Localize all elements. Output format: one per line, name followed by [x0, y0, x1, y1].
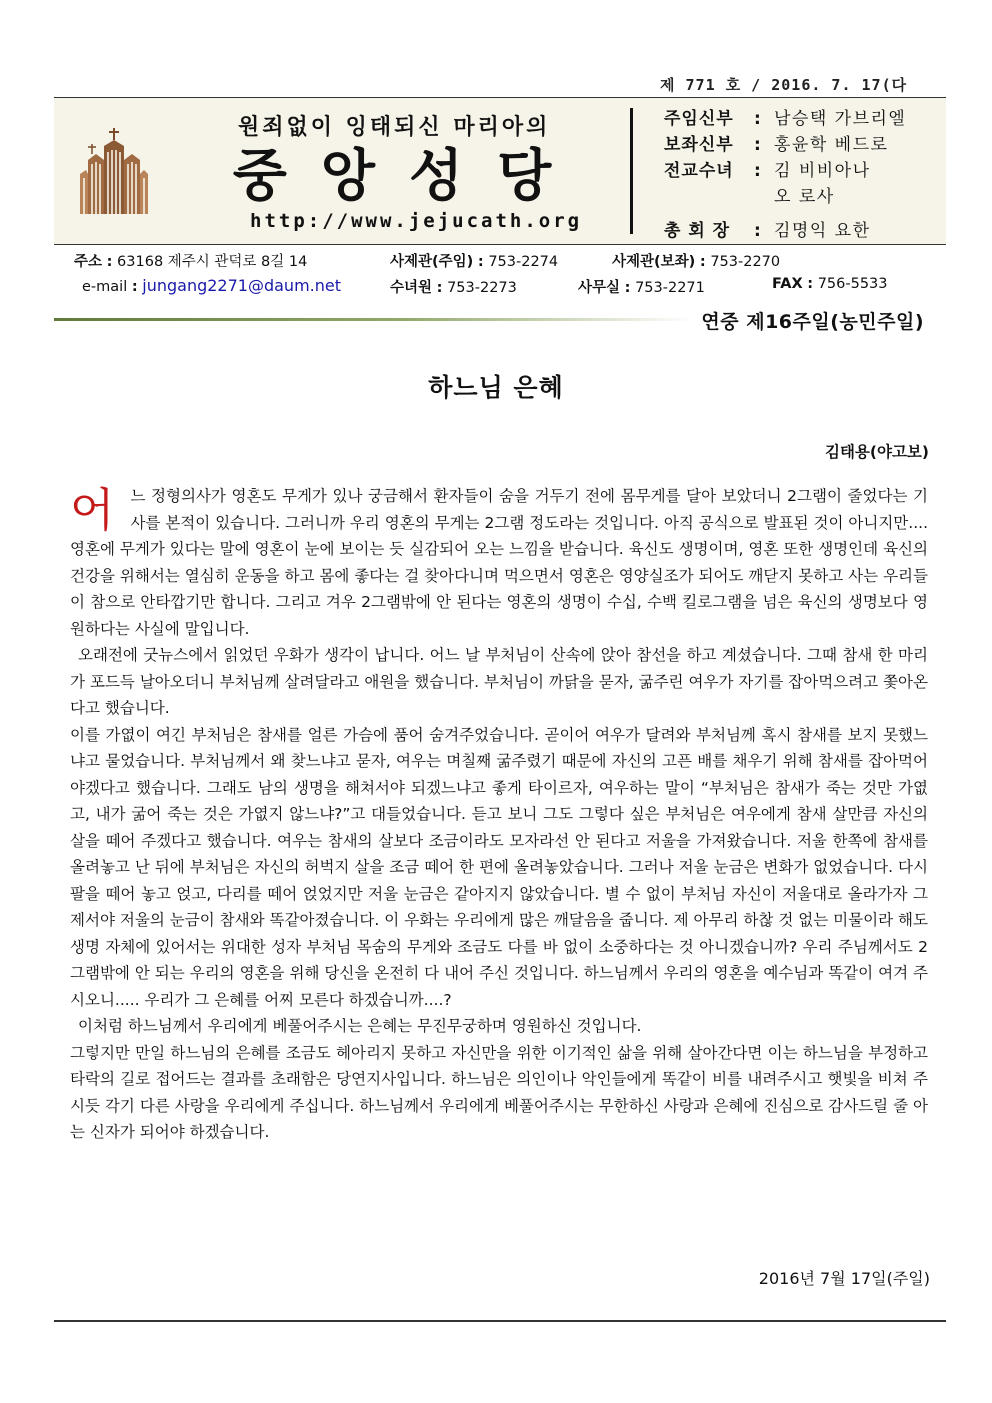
email-label: e-mail	[82, 279, 128, 295]
separator: :	[131, 279, 138, 295]
separator: :	[624, 280, 631, 296]
article-date: 2016년 7월 17일(주일)	[758, 1269, 930, 1288]
staff-role: 총 회 장	[664, 221, 731, 241]
staff-row-president	[664, 218, 944, 244]
staff-name: 남승택 가브리엘	[774, 109, 907, 129]
separator: :	[807, 276, 814, 292]
liturgical-sunday: 연중 제16주일(농민주일)	[701, 311, 924, 333]
masthead	[54, 97, 946, 245]
article-title: 하느님 은혜	[428, 373, 564, 402]
separator: :	[699, 254, 706, 270]
address-label: 주소	[74, 254, 103, 270]
staff-colon: :	[754, 109, 762, 129]
address-value: 63168 제주시 관덕로 8길 14	[117, 254, 308, 270]
green-divider	[54, 318, 694, 321]
staff-list	[664, 106, 944, 244]
staff-name: 김명익 요한	[774, 221, 871, 241]
masthead-divider	[630, 108, 633, 234]
rectory-main-phone	[390, 250, 558, 271]
rectory-main-value: 753-2274	[488, 254, 559, 270]
staff-role: 보좌신부	[664, 135, 734, 155]
article-paragraph: 오래전에 굿뉴스에서 읽었던 우화가 생각이 납니다. 어느 날 부처님이 산속에 앉아 참선을 하고 계셨습니다. 그때 참새 한 마리가 포드득 날아오더니 부처님께 살려달라고 애원을 했습니다. 부처님이 까닭을 묻자, 굶주린 여우가 자기를 잡아먹으려고 쫓아온다고 했습니다.	[70, 646, 928, 717]
article-paragraph: 이처럼 하느님께서 우리에게 베풀어주시는 은혜는 무진무궁하며 영원하신 것입니다.	[78, 1017, 642, 1035]
staff-role: 전교수녀	[664, 161, 734, 181]
separator: :	[106, 254, 113, 270]
rectory-asst-value: 753-2270	[710, 254, 781, 270]
contact-info	[74, 250, 934, 302]
article-paragraph: 이를 가엾이 여긴 부처님은 참새를 얼른 가슴에 품어 숨겨주었습니다. 곧이어 여우가 달려와 부처님께 혹시 참새를 보지 못했느냐고 물었습니다. 부처님께서 왜 찾느냐고 묻자, 여우는 며칠째 굶주렸기 때문에 자신의 고픈 배를 채우기 위해 참새를 잡아먹어야겠다고 했습니다. 그래도 남의 생명을 해쳐서야 되겠느냐고 좋게 타이르자, 여우하는 말이 “부처님은 참새가 죽는 것만 가엾고, 내가 굶어 죽는 것은 가엾지 않느냐?”고 대들었습니다. 듣고 보니 그도 그렇다 싶은 부처님은 여우에게 참새 살만큼 자신의 살을 떼어 주겠다고 했습니다. 여우는 참새의 살보다 조금이라도 모자라선 안 된다고 저울을 가져왔습니다. 저울 한쪽에 참새를 올려놓고 난 뒤에 부처님은 자신의 허벅지 살을 조금 떼어 한 편에 올려놓았습니다. 그러나 저울 눈금은 변화가 없었습니다. 다시 팔을 떼어 놓고 얹고, 다리를 떼어 얹었지만 저울 눈금은 같아지지 않았습니다. 별 수 없이 부처님 자신이 저울대로 올라가자 그제서야 저울의 눈금이 참새와 똑같아졌습니다. 이 우화는 우리에게 많은 깨달음을 줍니다. 제 아무리 하찮 것 없는 미물이라 해도 생명 자체에 있어서는 위대한 성자 부처님 목숨의 무게와 조금도 다를 바 없이 소중하다는 것 아니겠습니까? 우리 주님께서도 2그램밖에 안 되는 우리의 영혼을 위해 당신을 온전히 다 내어 주신 것입니다. 하느님께서 우리의 영혼을 예수님과 똑같이 여겨 주시오니..... 우리가 그 은혜를 어찌 모른다 하겠습니까....?	[70, 725, 928, 1009]
fax	[772, 276, 888, 292]
drop-cap: 어	[70, 483, 115, 537]
cathedral-logo-icon	[78, 126, 150, 216]
email-link[interactable]: jungang2271@daum.net	[142, 276, 341, 295]
staff-name: 홍윤학 베드로	[774, 135, 889, 155]
email	[82, 276, 341, 295]
office-label: 사무실	[578, 280, 621, 296]
staff-row	[664, 132, 944, 158]
masthead-subtitle: 원죄없이 잉태되신 마리아의	[238, 115, 551, 140]
convent-label: 수녀원	[390, 280, 433, 296]
office-value: 753-2271	[635, 280, 705, 296]
separator: :	[436, 280, 443, 296]
separator: :	[477, 254, 484, 270]
bottom-divider	[54, 1320, 946, 1322]
address	[74, 250, 307, 271]
fax-value: 756-5533	[817, 276, 888, 292]
article-paragraph: 어 느 정형의사가 영혼도 무게가 있나 궁금해서 환자들이 숨을 거두기 전에 몸무게를 달아 보았더니 2그램이 줄었다는 기사를 본적이 있습니다. 그러니까 우리 영혼의 무게는 2그램 정도라는 것입니다. 아직 공식으로 발표된 것이 아니지만.... 영혼에 무게가 있다는 말에 영혼이 눈에 보이는 듯 실감되어 오는 느낌을 받습니다. 육신도 생명이며, 영혼 또한 생명인데 육신의 건강을 위해서는 열심히 운동을 하고 몸에 좋다는 걸 찾아다니며 먹으면서 영혼은 영양실조가 되어도 깨닫지 못하고 사는 우리들이 참으로 안타깝기만 합니다. 그리고 겨우 2그램밖에 안 된다는 영혼의 생명이 수십, 수백 킬로그램을 넘은 육신의 생명보다 영원하다는 사실에 말입니다.	[70, 483, 928, 638]
staff-colon: :	[754, 135, 762, 155]
staff-row	[664, 106, 944, 132]
article-body	[70, 483, 928, 1146]
convent-phone	[390, 276, 517, 297]
staff-colon: :	[754, 161, 762, 181]
website-url[interactable]: http://www.jejucath.org	[250, 210, 583, 232]
masthead-title: 중앙성당	[232, 143, 586, 209]
staff-colon: :	[754, 221, 762, 241]
staff-role: 주임신부	[664, 109, 734, 129]
office-phone	[578, 276, 705, 297]
rectory-main-label: 사제관(주임)	[390, 254, 474, 270]
rectory-assistant-phone	[612, 250, 780, 271]
staff-name-continued: 오 로사	[774, 187, 835, 207]
rectory-asst-label: 사제관(보좌)	[612, 254, 696, 270]
staff-name: 김 비비아나	[774, 161, 871, 181]
staff-row	[664, 158, 944, 184]
fax-label: FAX	[772, 276, 803, 292]
article-paragraph: 그렇지만 만일 하느님의 은혜를 조금도 헤아리지 못하고 자신만을 위한 이기적인 삶을 위해 살아간다면 이는 하느님을 부정하고 타락의 길로 접어드는 결과를 초래함은 당연지사입니다. 하느님은 의인이나 악인들에게 똑같이 비를 내려주시고 햇빛을 비쳐 주시듯 각기 다른 사랑을 우리에게 주십니다. 하느님께서 우리에게 베풀어주시는 무한하신 사랑과 은혜에 진심으로 감사드릴 줄 아는 신자가 되어야 하겠습니다.	[70, 1043, 928, 1141]
article-author: 김태용(야고보)	[824, 443, 929, 461]
convent-value: 753-2273	[447, 280, 517, 296]
issue-number: 제 771 호 / 2016. 7. 17(다	[660, 76, 908, 94]
